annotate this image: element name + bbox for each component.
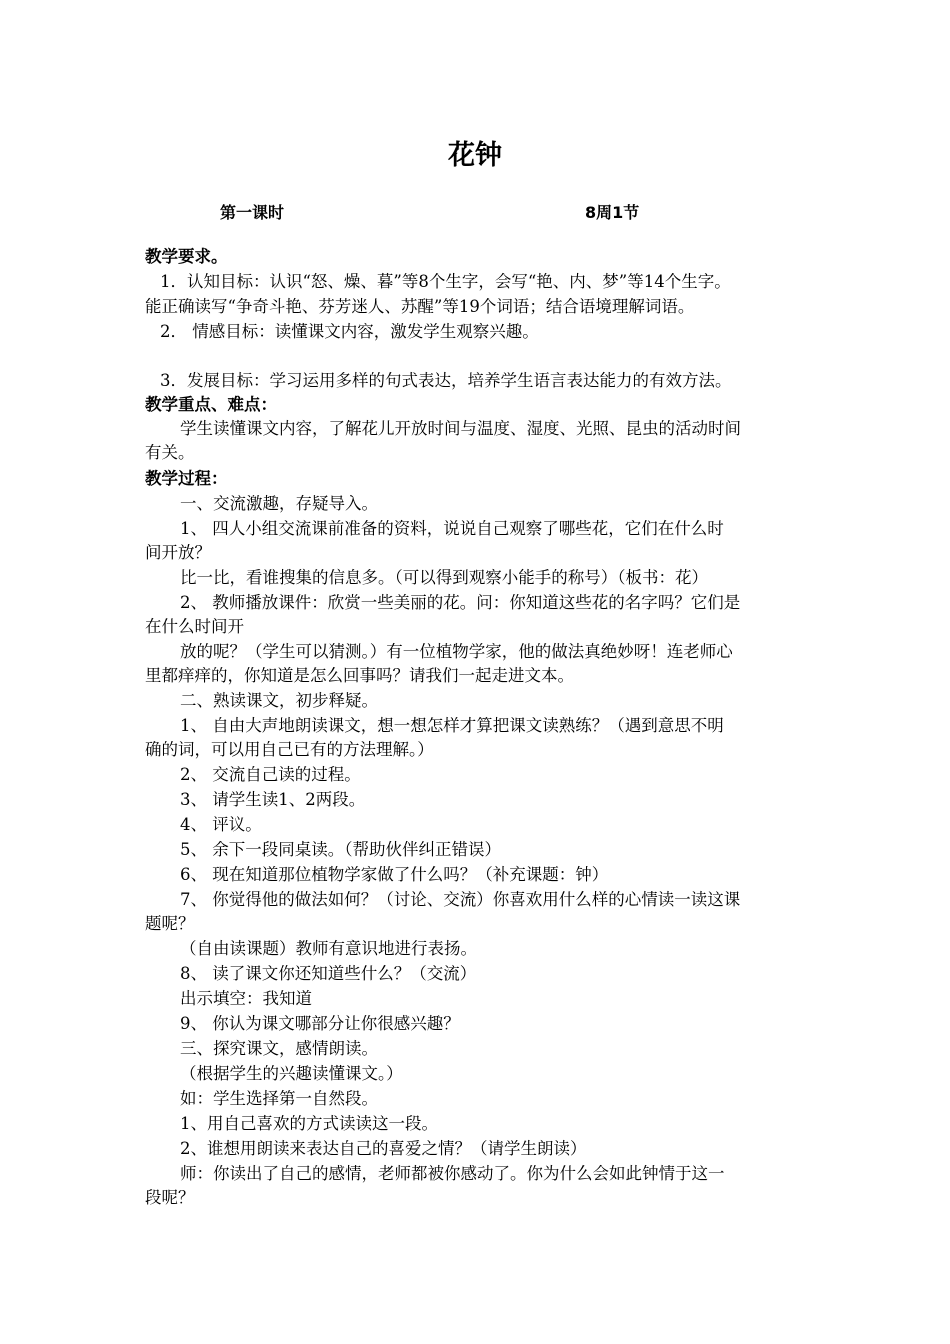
process-line: 8、 读了课文你还知道些什么？（交流） (180, 964, 477, 983)
requirements-heading: 教学要求。 (145, 247, 228, 266)
process-line: 4、 评议。 (180, 815, 262, 834)
week-label: 8周1节 (585, 203, 640, 222)
process-line: 2、 教师播放课件：欣赏一些美丽的花。问：你知道这些花的名字吗？它们是 (180, 593, 741, 612)
process-line: 9、 你认为课文哪部分让你很感兴趣？ (180, 1014, 460, 1033)
process-line: 一、交流激趣，存疑导入。 (180, 494, 378, 513)
lesson-label: 第一课时 (220, 203, 285, 222)
key-points-line-2: 有关。 (145, 443, 195, 462)
process-line: 三、探究课文，感情朗读。 (180, 1039, 378, 1058)
process-heading: 教学过程： (145, 469, 228, 488)
process-line: 1、用自己喜欢的方式读读这一段。 (180, 1114, 438, 1133)
process-line: 题呢？ (145, 914, 195, 933)
process-line: 二、熟读课文，初步释疑。 (180, 691, 378, 710)
process-line: （自由读课题）教师有意识地进行表扬。 (180, 939, 477, 958)
process-line: （根据学生的兴趣读懂课文。） (180, 1064, 403, 1083)
requirement-3: 3．发展目标：学习运用多样的句式表达，培养学生语言表达能力的有效方法。 (160, 371, 732, 390)
key-points-heading: 教学重点、难点： (145, 395, 277, 414)
process-line: 间开放？ (145, 543, 211, 562)
requirement-1-line-2: 能正确读写“争奇斗艳、芬芳迷人、苏醒”等19个词语；结合语境理解词语。 (145, 297, 695, 316)
process-line: 7、 你觉得他的做法如何？（讨论、交流）你喜欢用什么样的心情读一读这课 (180, 890, 741, 909)
process-line: 师：你读出了自己的感情，老师都被你感动了。你为什么会如此钟情于这一 (180, 1164, 725, 1183)
process-line: 2、谁想用朗读来表达自己的喜爱之情？（请学生朗读） (180, 1139, 587, 1158)
process-line: 确的词，可以用自己已有的方法理解。） (145, 740, 434, 759)
key-points-line-1: 学生读懂课文内容，了解花儿开放时间与温度、湿度、光照、昆虫的活动时间 (180, 419, 741, 438)
process-line: 6、 现在知道那位植物学家做了什么吗？（补充课题：钟） (180, 865, 609, 884)
process-line: 5、 余下一段同桌读。（帮助伙伴纠正错误） (180, 840, 501, 859)
requirement-1-line-1: 1．认知目标：认识“怒、燥、暮”等8个生字，会写“艳、内、梦”等14个生字。 (160, 272, 731, 291)
process-line: 在什么时间开 (145, 617, 244, 636)
process-line: 1、 自由大声地朗读课文，想一想怎样才算把课文读熟练？（遇到意思不明 (180, 716, 724, 735)
process-line: 比一比，看谁搜集的信息多。（可以得到观察小能手的称号）（板书：花） (180, 568, 708, 587)
process-line: 如：学生选择第一自然段。 (180, 1089, 378, 1108)
process-line: 放的呢？（学生可以猜测。）有一位植物学家，他的做法真绝妙呀！连老师心 (180, 642, 733, 661)
requirement-2: 2． 情感目标：读懂课文内容，激发学生观察兴趣。 (160, 322, 539, 341)
process-line: 里都痒痒的，你知道是怎么回事吗？请我们一起走进文本。 (145, 666, 574, 685)
process-line: 段呢？ (145, 1188, 195, 1207)
page-title: 花钟 (448, 140, 502, 171)
process-line: 1、 四人小组交流课前准备的资料，说说自己观察了哪些花，它们在什么时 (180, 519, 724, 538)
process-line: 出示填空：我知道 (180, 989, 312, 1008)
process-line: 3、 请学生读1、2两段。 (180, 790, 366, 809)
process-line: 2、 交流自己读的过程。 (180, 765, 361, 784)
